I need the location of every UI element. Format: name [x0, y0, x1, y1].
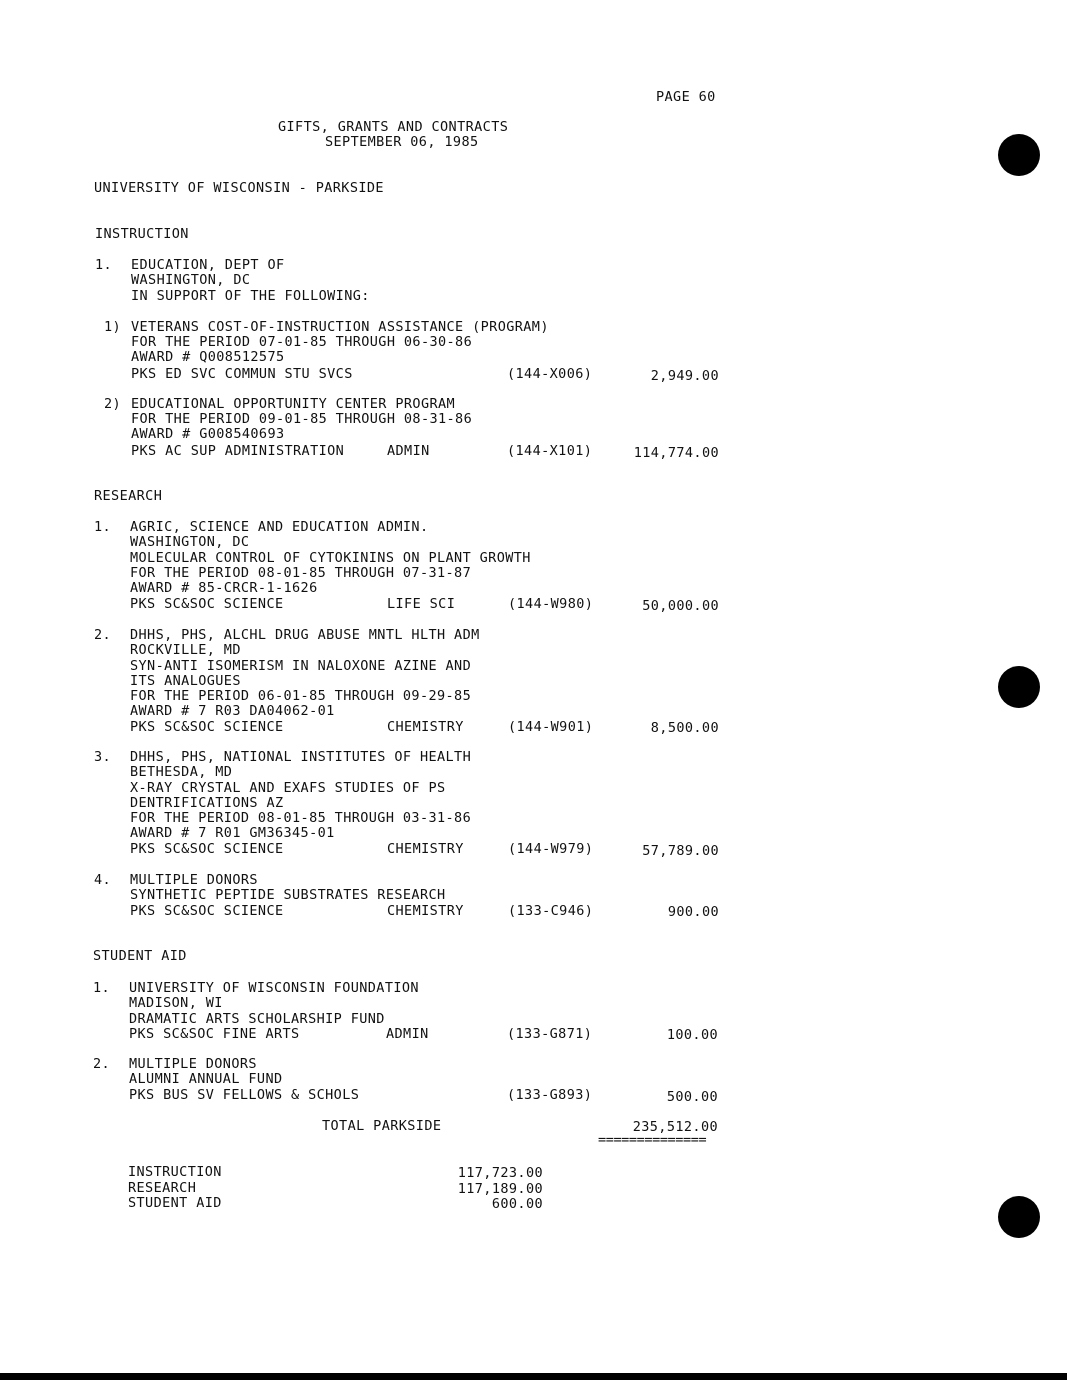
- grant-line: AWARD # 85-CRCR-1-1626: [130, 580, 318, 597]
- grant-title: VETERANS COST-OF-INSTRUCTION ASSISTANCE (PROGRAM): [131, 319, 549, 335]
- grant-award: AWARD # G008540693: [131, 426, 285, 442]
- grant-line: AWARD # 7 R03 DA04062-01: [130, 703, 335, 720]
- donor-location: WASHINGTON, DC: [131, 272, 251, 288]
- grant-line: MADISON, WI: [129, 995, 223, 1012]
- item-number: 2.: [94, 627, 112, 643]
- item-number: 4.: [94, 872, 112, 888]
- grant-account: PKS AC SUP ADMINISTRATION: [131, 443, 345, 459]
- grant-line: ITS ANALOGUES: [130, 672, 241, 689]
- grant-line: MULTIPLE DONORS: [129, 1056, 257, 1072]
- grant-amount: 100.00: [666, 1027, 718, 1043]
- grant-line: FOR THE PERIOD 06-01-85 THROUGH 09-29-85: [130, 688, 472, 705]
- grant-line: FOR THE PERIOD 08-01-85 THROUGH 07-31-87: [130, 564, 472, 581]
- grant-line: AGRIC, SCIENCE AND EDUCATION ADMIN.: [130, 519, 429, 535]
- grant-code: (144-W979): [508, 841, 594, 857]
- sub-item-number: 1): [104, 319, 122, 335]
- section-heading-student-aid: STUDENT AID: [93, 948, 187, 964]
- grant-code: (133-G893): [507, 1087, 593, 1103]
- total-double-rule: ==============: [598, 1132, 707, 1148]
- report-date: SEPTEMBER 06, 1985: [325, 134, 479, 150]
- grant-account: PKS SC&SOC SCIENCE: [130, 841, 284, 857]
- report-title: GIFTS, GRANTS AND CONTRACTS: [278, 119, 509, 135]
- institution-name: UNIVERSITY OF WISCONSIN - PARKSIDE: [94, 180, 384, 196]
- donor-note: IN SUPPORT OF THE FOLLOWING:: [131, 288, 370, 304]
- grant-account: PKS SC&SOC SCIENCE: [130, 903, 284, 919]
- grant-amount: 50,000.00: [642, 598, 719, 614]
- grant-line: UNIVERSITY OF WISCONSIN FOUNDATION: [129, 980, 419, 996]
- grant-description: [130, 628, 480, 720]
- item-number: 1.: [94, 519, 112, 535]
- grant-line: ROCKVILLE, MD: [130, 642, 241, 659]
- grant-account: PKS ED SVC COMMUN STU SVCS: [131, 366, 353, 382]
- grant-account: PKS SC&SOC SCIENCE: [130, 719, 284, 735]
- grant-amount: 900.00: [667, 904, 719, 920]
- grant-line: DENTRIFICATIONS AZ: [130, 794, 284, 811]
- total-label: TOTAL PARKSIDE: [322, 1118, 442, 1134]
- grant-account: PKS SC&SOC SCIENCE: [130, 596, 284, 612]
- grant-amount: 114,774.00: [633, 445, 719, 461]
- item-number: 2.: [93, 1056, 111, 1072]
- summary-label: INSTRUCTION: [128, 1164, 222, 1180]
- punch-hole: [998, 1196, 1040, 1238]
- item-number: 1.: [95, 257, 113, 273]
- grant-line: X-RAY CRYSTAL AND EXAFS STUDIES OF PS: [130, 779, 446, 796]
- grant-dept: ADMIN: [386, 1026, 429, 1042]
- summary-amount: 600.00: [491, 1196, 543, 1212]
- summary-label: RESEARCH: [128, 1180, 197, 1196]
- summary-label: STUDENT AID: [128, 1195, 222, 1211]
- grant-line: MOLECULAR CONTROL OF CYTOKININS ON PLANT GROWTH: [130, 549, 531, 566]
- grant-amount: 2,949.00: [650, 368, 719, 384]
- grant-dept: ADMIN: [387, 443, 430, 459]
- summary-amount: 117,189.00: [457, 1181, 543, 1197]
- grant-code: (144-X101): [507, 443, 593, 459]
- grant-line: DRAMATIC ARTS SCHOLARSHIP FUND: [129, 1010, 385, 1027]
- item-number: 3.: [94, 749, 112, 765]
- section-heading-research: RESEARCH: [94, 488, 163, 504]
- grant-dept: CHEMISTRY: [387, 903, 464, 919]
- grant-amount: 57,789.00: [642, 843, 719, 859]
- grant-line: AWARD # 7 R01 GM36345-01: [130, 825, 335, 842]
- total-amount: 235,512.00: [632, 1119, 718, 1135]
- scan-edge: [0, 1373, 1067, 1380]
- grant-code: (144-X006): [507, 366, 593, 382]
- grant-description: [130, 750, 471, 842]
- punch-hole: [998, 666, 1040, 708]
- grant-dept: LIFE SCI: [387, 596, 456, 612]
- grant-period: FOR THE PERIOD 09-01-85 THROUGH 08-31-86: [131, 411, 473, 427]
- grant-period: FOR THE PERIOD 07-01-85 THROUGH 06-30-86: [131, 334, 473, 350]
- grant-code: (133-G871): [507, 1026, 593, 1042]
- grant-dept: CHEMISTRY: [387, 719, 464, 735]
- grant-line: BETHESDA, MD: [130, 764, 233, 781]
- grant-line: MULTIPLE DONORS: [130, 872, 258, 888]
- grant-line: SYN-ANTI ISOMERISM IN NALOXONE AZINE AND: [130, 657, 472, 674]
- grant-code: (133-C946): [508, 903, 594, 919]
- grant-account: PKS BUS SV FELLOWS & SCHOLS: [129, 1087, 360, 1103]
- donor-name: EDUCATION, DEPT OF: [131, 257, 285, 273]
- grant-line: ALUMNI ANNUAL FUND: [129, 1071, 283, 1088]
- grant-line: SYNTHETIC PEPTIDE SUBSTRATES RESEARCH: [130, 887, 446, 904]
- item-number: 1.: [93, 980, 111, 996]
- grant-amount: 8,500.00: [650, 720, 719, 736]
- grant-title: EDUCATIONAL OPPORTUNITY CENTER PROGRAM: [131, 396, 456, 412]
- grant-code: (144-W901): [508, 719, 594, 735]
- grant-description: [129, 981, 419, 1027]
- grant-description: [129, 1057, 283, 1088]
- punch-hole: [998, 134, 1040, 176]
- grant-account: PKS SC&SOC FINE ARTS: [129, 1026, 300, 1042]
- grant-line: FOR THE PERIOD 08-01-85 THROUGH 03-31-86: [130, 810, 472, 827]
- sub-item-number: 2): [104, 396, 122, 412]
- grant-amount: 500.00: [666, 1089, 718, 1105]
- grant-code: (144-W980): [508, 596, 594, 612]
- grant-description: [130, 520, 531, 596]
- grant-award: AWARD # Q008512575: [131, 349, 285, 365]
- grant-dept: CHEMISTRY: [387, 841, 464, 857]
- grant-description: [130, 873, 446, 904]
- grant-line: WASHINGTON, DC: [130, 534, 250, 551]
- page-number: PAGE 60: [656, 89, 716, 105]
- summary-amount: 117,723.00: [457, 1165, 543, 1181]
- grant-line: DHHS, PHS, NATIONAL INSTITUTES OF HEALTH: [130, 749, 472, 765]
- grant-line: DHHS, PHS, ALCHL DRUG ABUSE MNTL HLTH ADM: [130, 627, 480, 643]
- section-heading-instruction: INSTRUCTION: [95, 226, 189, 242]
